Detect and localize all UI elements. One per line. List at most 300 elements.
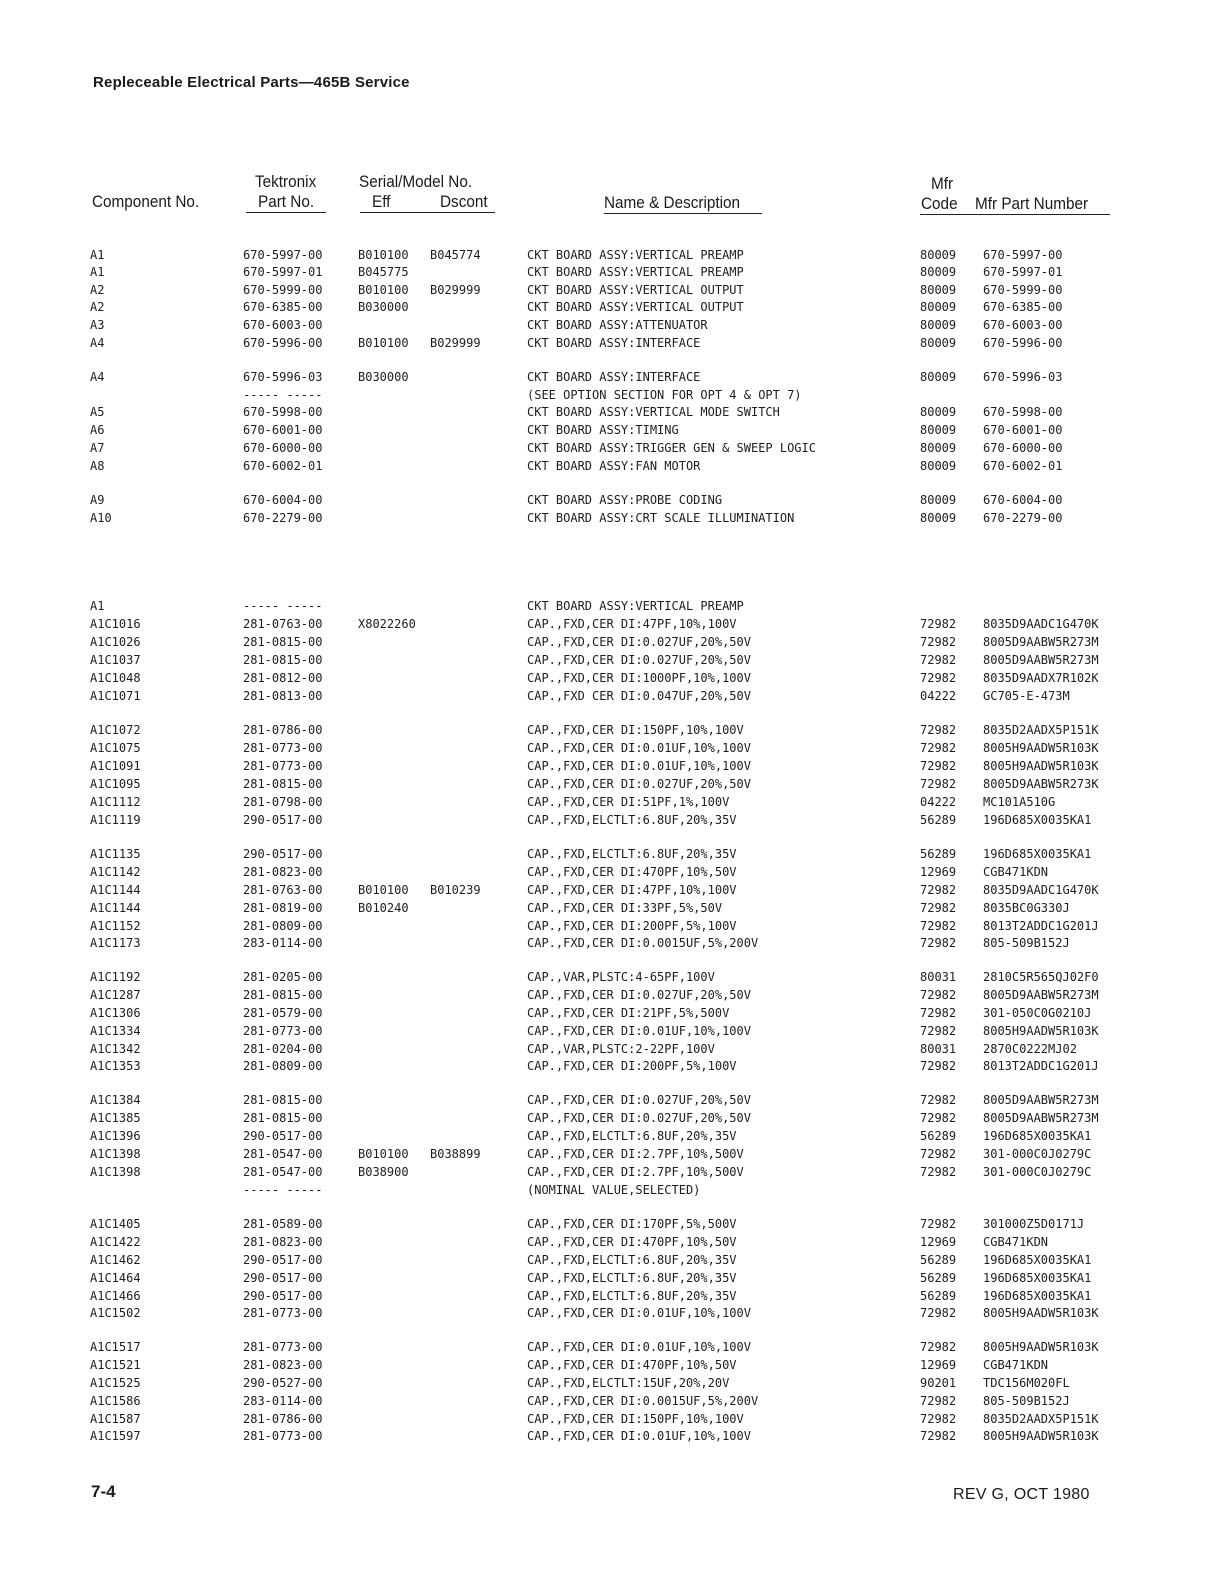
table-row [0,1128,1224,1145]
table-row [0,616,1224,633]
serial-eff: B030000 [358,300,409,314]
part-no: 670-6003-00 [243,318,323,332]
part-no: 670-6002-01 [243,459,323,473]
name-description: (NOMINAL VALUE,SELECTED) [527,1183,701,1197]
mfr-code: 80009 [920,318,957,332]
component-no: A1C1502 [90,1306,141,1320]
table-row [0,670,1224,687]
part-no: 281-0812-00 [243,671,323,685]
mfr-part-number: 8013T2ADDC1G201J [983,1059,1099,1073]
mfr-part-number: GC705-E-473M [983,689,1070,703]
name-description: (SEE OPTION SECTION FOR OPT 4 & OPT 7) [527,388,802,402]
page-number: 7-4 [91,1482,116,1501]
mfr-code: 04222 [920,689,957,703]
mfr-part-number: 805-509B152J [983,1394,1070,1408]
serial-eff: X8022260 [358,617,416,631]
part-no: 670-5999-00 [243,283,323,297]
component-no: A1C1462 [90,1253,141,1267]
name-description: CAP.,FXD,CER DI:2.7PF,10%,500V [527,1147,744,1161]
mfr-part-number: 8035D9AADC1G470K [983,617,1099,631]
mfr-code: 72982 [920,777,957,791]
serial-eff: B010100 [358,248,409,262]
component-no: A5 [90,405,105,419]
component-no: A1C1287 [90,988,141,1002]
mfr-code: 72982 [920,1147,957,1161]
serial-dscont: B045774 [430,248,481,262]
mfr-code: 72982 [920,653,957,667]
table-row [0,1092,1224,1109]
mfr-code: 72982 [920,1059,957,1073]
component-no: A4 [90,370,105,384]
table-row [0,846,1224,863]
mfr-code: 80009 [920,405,957,419]
table-row [0,247,1224,264]
part-no: 281-0815-00 [243,777,323,791]
component-no: A1C1405 [90,1217,141,1231]
component-no: A1C1071 [90,689,141,703]
mfr-code: 80009 [920,459,957,473]
mfr-part-number: 8005D9AABW5R273M [983,635,1099,649]
mfr-part-number: CGB471KDN [983,1358,1049,1372]
part-no: 281-0579-00 [243,1006,323,1020]
mfr-code: 72982 [920,1217,957,1231]
mfr-code: 72982 [920,919,957,933]
mfr-part-number: CGB471KDN [983,1235,1049,1249]
table-row [0,900,1224,917]
part-no: 281-0773-00 [243,1429,323,1443]
table-row [0,1270,1224,1287]
table-row [0,1146,1224,1163]
part-no: 670-2279-00 [243,511,323,525]
mfr-part-number: 670-6004-00 [983,493,1063,507]
serial-eff: B038900 [358,1165,409,1179]
mfr-code: 72982 [920,1111,957,1125]
table-row [0,1182,1224,1199]
mfr-part-number: 670-5996-03 [983,370,1063,384]
name-description: CKT BOARD ASSY:INTERFACE [527,370,701,384]
component-no: A6 [90,423,105,437]
part-no: 281-0773-00 [243,1340,323,1354]
mfr-code: 12969 [920,865,957,879]
mfr-code: 56289 [920,847,957,861]
name-description: CKT BOARD ASSY:PROBE CODING [527,493,723,507]
name-description: CAP.,FXD,CER DI:200PF,5%,100V [527,919,737,933]
mfr-code: 80009 [920,441,957,455]
mfr-part-number: 8005H9AADW5R103K [983,1306,1099,1320]
mfr-part-number: 8035D9AADC1G470K [983,883,1099,897]
mfr-code: 72982 [920,1340,957,1354]
name-description: CAP.,FXD,CER DI:0.027UF,20%,50V [527,653,751,667]
part-no: 670-5997-01 [243,265,323,279]
component-no: A1C1095 [90,777,141,791]
table-row [0,458,1224,475]
component-no: A1C1586 [90,1394,141,1408]
mfr-part-number: 301-000C0J0279C [983,1147,1092,1161]
header-part-no: Part No. [258,192,315,211]
revision-date: REV G, OCT 1980 [953,1486,1090,1503]
serial-eff: B045775 [358,265,409,279]
part-no: 670-5997-00 [243,248,323,262]
part-no: 670-6000-00 [243,441,323,455]
mfr-code: 80009 [920,493,957,507]
table-row [0,969,1224,986]
table-row [0,864,1224,881]
part-no: 670-6385-00 [243,300,323,314]
mfr-code: 56289 [920,1271,957,1285]
mfr-part-number: 670-6002-01 [983,459,1063,473]
part-no: 281-0547-00 [243,1165,323,1179]
mfr-part-number: 301-000C0J0279C [983,1165,1092,1179]
mfr-part-number: 670-6001-00 [983,423,1063,437]
name-description: CAP.,FXD,CER DI:470PF,10%,50V [527,865,737,879]
component-no: A1C1398 [90,1165,141,1179]
mfr-part-number: 301-050C0G0210J [983,1006,1092,1020]
component-no: A1C1026 [90,635,141,649]
name-description: CAP.,FXD,CER DI:0.01UF,10%,100V [527,1306,751,1320]
component-no: A1C1342 [90,1042,141,1056]
name-description: CAP.,FXD,CER DI:0.01UF,10%,100V [527,741,751,755]
mfr-part-number: 8005D9AABW5R273M [983,1111,1099,1125]
mfr-part-number: 8035D2AADX5P151K [983,1412,1099,1426]
mfr-part-number: MC101A510G [983,795,1056,809]
mfr-part-number: 670-5996-00 [983,336,1063,350]
mfr-code: 72982 [920,1394,957,1408]
mfr-part-number: 8005H9AADW5R103K [983,1340,1099,1354]
name-description: CAP.,VAR,PLSTC:2-22PF,100V [527,1042,715,1056]
part-no: 283-0114-00 [243,936,323,950]
mfr-code: 80031 [920,1042,957,1056]
mfr-part-number: 8035D9AADX7R102K [983,671,1099,685]
component-no: A1C1464 [90,1271,141,1285]
part-no: 290-0517-00 [243,813,323,827]
table-row [0,1393,1224,1410]
part-no: 281-0823-00 [243,1235,323,1249]
table-row [0,1216,1224,1233]
component-no: A1C1075 [90,741,141,755]
name-description: CKT BOARD ASSY:VERTICAL PREAMP [527,599,744,613]
mfr-part-number: 670-6003-00 [983,318,1063,332]
table-row [0,422,1224,439]
mfr-code: 80009 [920,423,957,437]
name-description: CAP.,FXD,CER DI:1000PF,10%,100V [527,671,751,685]
component-no: A1C1353 [90,1059,141,1073]
table-row [0,264,1224,281]
component-no: A1C1422 [90,1235,141,1249]
table-row [0,776,1224,793]
component-no: A1 [90,248,105,262]
component-no: A1C1396 [90,1129,141,1143]
name-description: CAP.,FXD CER DI:0.047UF,20%,50V [527,689,751,703]
name-description: CAP.,FXD,CER DI:470PF,10%,50V [527,1358,737,1372]
mfr-part-number: 805-509B152J [983,936,1070,950]
component-no: A1C1398 [90,1147,141,1161]
table-row [0,440,1224,457]
name-description: CAP.,FXD,CER DI:0.0015UF,5%,200V [527,1394,759,1408]
table-row [0,1411,1224,1428]
mfr-code: 80009 [920,336,957,350]
table-row [0,369,1224,386]
component-no: A1C1048 [90,671,141,685]
table-row [0,510,1224,527]
part-no: ----- ----- [243,388,323,402]
table-row [0,1305,1224,1322]
mfr-code: 72982 [920,1024,957,1038]
mfr-part-number: 670-5997-00 [983,248,1063,262]
part-no: 290-0517-00 [243,1129,323,1143]
header-tektronix: Tektronix [255,172,317,191]
mfr-code: 80009 [920,283,957,297]
mfr-code: 72982 [920,988,957,1002]
component-no: A1C1135 [90,847,141,861]
part-no: 281-0815-00 [243,988,323,1002]
name-description: CAP.,FXD,CER DI:0.01UF,10%,100V [527,1024,751,1038]
name-description: CKT BOARD ASSY:FAN MOTOR [527,459,701,473]
component-no: A2 [90,300,105,314]
component-no: A1C1037 [90,653,141,667]
table-row [0,282,1224,299]
mfr-code: 72982 [920,1429,957,1443]
mfr-part-number: 8005H9AADW5R103K [983,1429,1099,1443]
mfr-part-number: 196D685X0035KA1 [983,1271,1092,1285]
mfr-part-number: 2870C0222MJ02 [983,1042,1077,1056]
name-description: CAP.,FXD,CER DI:47PF,10%,100V [527,617,737,631]
part-no: 281-0786-00 [243,1412,323,1426]
part-no: 281-0823-00 [243,1358,323,1372]
mfr-part-number: 196D685X0035KA1 [983,847,1092,861]
component-no: A1C1525 [90,1376,141,1390]
component-no: A1C1306 [90,1006,141,1020]
part-no: 281-0809-00 [243,919,323,933]
serial-eff: B010100 [358,336,409,350]
name-description: CAP.,FXD,CER DI:0.01UF,10%,100V [527,1429,751,1443]
name-description: CAP.,VAR,PLSTC:4-65PF,100V [527,970,715,984]
component-no: A1C1119 [90,813,141,827]
part-no: 281-0763-00 [243,883,323,897]
serial-eff: B030000 [358,370,409,384]
part-no: 281-0773-00 [243,1024,323,1038]
table-row [0,1058,1224,1075]
component-no: A3 [90,318,105,332]
part-no: 290-0517-00 [243,1253,323,1267]
table-row [0,740,1224,757]
mfr-code: 80009 [920,511,957,525]
name-description: CAP.,FXD,CER DI:0.01UF,10%,100V [527,759,751,773]
name-description: CAP.,FXD,CER DI:33PF,5%,50V [527,901,723,915]
part-no: 283-0114-00 [243,1394,323,1408]
name-description: CAP.,FXD,CER DI:0.027UF,20%,50V [527,635,751,649]
name-description: CAP.,FXD,ELCTLT:6.8UF,20%,35V [527,1289,737,1303]
mfr-code: 72982 [920,1006,957,1020]
table-row [0,882,1224,899]
table-row [0,935,1224,952]
part-no: 281-0773-00 [243,1306,323,1320]
part-no: 670-5996-00 [243,336,323,350]
mfr-code: 80009 [920,265,957,279]
name-description: CAP.,FXD,CER DI:51PF,1%,100V [527,795,730,809]
mfr-code: 56289 [920,813,957,827]
component-no: A1C1091 [90,759,141,773]
mfr-part-number: 8005D9AABW5R273K [983,777,1099,791]
component-no: A1 [90,599,105,613]
name-description: CKT BOARD ASSY:TIMING [527,423,679,437]
part-no: 670-5998-00 [243,405,323,419]
header-mfr: Mfr [931,174,954,193]
name-description: CAP.,FXD,CER DI:0.027UF,20%,50V [527,1093,751,1107]
mfr-code: 56289 [920,1253,957,1267]
table-row [0,1357,1224,1374]
mfr-code: 56289 [920,1289,957,1303]
component-no: A1C1072 [90,723,141,737]
serial-eff: B010240 [358,901,409,915]
mfr-code: 72982 [920,1093,957,1107]
name-description: CAP.,FXD,CER DI:0.027UF,20%,50V [527,1111,751,1125]
table-row [0,1339,1224,1356]
component-no: A1C1173 [90,936,141,950]
component-no: A1C1192 [90,970,141,984]
name-description: CKT BOARD ASSY:INTERFACE [527,336,701,350]
part-no: 281-0773-00 [243,759,323,773]
table-row [0,317,1224,334]
table-row [0,652,1224,669]
part-no: 281-0813-00 [243,689,323,703]
name-description: CAP.,FXD,CER DI:0.027UF,20%,50V [527,777,751,791]
header-component-no: Component No. [92,192,200,211]
component-no: A1C1587 [90,1412,141,1426]
part-no: 281-0786-00 [243,723,323,737]
component-no: A1C1517 [90,1340,141,1354]
mfr-part-number: 8005D9AABW5R273M [983,988,1099,1002]
component-no: A1C1016 [90,617,141,631]
name-description: CKT BOARD ASSY:CRT SCALE ILLUMINATION [527,511,795,525]
table-row [0,598,1224,615]
name-description: CAP.,FXD,CER DI:0.027UF,20%,50V [527,988,751,1002]
serial-dscont: B029999 [430,336,481,350]
mfr-code: 72982 [920,1165,957,1179]
name-description: CKT BOARD ASSY:TRIGGER GEN & SWEEP LOGIC [527,441,816,455]
part-no: 281-0547-00 [243,1147,323,1161]
part-no: 290-0527-00 [243,1376,323,1390]
mfr-part-number: 670-6385-00 [983,300,1063,314]
table-row [0,1234,1224,1251]
mfr-part-number: 196D685X0035KA1 [983,1289,1092,1303]
part-no: 281-0204-00 [243,1042,323,1056]
mfr-code: 72982 [920,1306,957,1320]
mfr-part-number: 8035BC0G330J [983,901,1070,915]
mfr-part-number: 8005D9AABW5R273M [983,653,1099,667]
mfr-code: 72982 [920,936,957,950]
part-no: ----- ----- [243,599,323,613]
mfr-part-number: 8035D2AADX5P151K [983,723,1099,737]
serial-eff: B010100 [358,1147,409,1161]
table-row [0,1164,1224,1181]
header-dscont: Dscont [440,192,488,211]
name-description: CAP.,FXD,CER DI:0.0015UF,5%,200V [527,936,759,950]
table-row [0,1023,1224,1040]
part-no: 290-0517-00 [243,1271,323,1285]
name-description: CAP.,FXD,ELCTLT:15UF,20%,20V [527,1376,730,1390]
name-description: CKT BOARD ASSY:VERTICAL OUTPUT [527,283,744,297]
table-row [0,1252,1224,1269]
mfr-code: 12969 [920,1235,957,1249]
part-no: 290-0517-00 [243,847,323,861]
component-no: A1C1597 [90,1429,141,1443]
header-eff: Eff [372,192,391,211]
table-row [0,1041,1224,1058]
mfr-code: 72982 [920,723,957,737]
component-no: A1C1334 [90,1024,141,1038]
header-name-description: Name & Description [604,193,741,212]
part-no: ----- ----- [243,1183,323,1197]
part-no: 281-0815-00 [243,1093,323,1107]
header-code: Code [921,194,958,213]
part-no: 670-6004-00 [243,493,323,507]
name-description: CAP.,FXD,CER DI:470PF,10%,50V [527,1235,737,1249]
table-row [0,492,1224,509]
mfr-part-number: 670-6000-00 [983,441,1063,455]
part-no: 281-0763-00 [243,617,323,631]
mfr-code: 72982 [920,1412,957,1426]
mfr-part-number: 670-2279-00 [983,511,1063,525]
mfr-part-number: 8005H9AADW5R103K [983,1024,1099,1038]
name-description: CAP.,FXD,ELCTLT:6.8UF,20%,35V [527,813,737,827]
mfr-part-number: 8005D9AABW5R273M [983,1093,1099,1107]
name-description: CAP.,FXD,CER DI:47PF,10%,100V [527,883,737,897]
name-description: CAP.,FXD,CER DI:150PF,10%,100V [527,723,744,737]
part-no: 281-0589-00 [243,1217,323,1231]
mfr-code: 72982 [920,883,957,897]
table-row [0,688,1224,705]
mfr-code: 80009 [920,370,957,384]
name-description: CAP.,FXD,CER DI:170PF,5%,500V [527,1217,737,1231]
part-no: 670-6001-00 [243,423,323,437]
component-no: A2 [90,283,105,297]
component-no: A1C1144 [90,901,141,915]
part-no: 281-0815-00 [243,635,323,649]
mfr-code: 80031 [920,970,957,984]
part-no: 281-0823-00 [243,865,323,879]
name-description: CKT BOARD ASSY:VERTICAL PREAMP [527,248,744,262]
mfr-part-number: 8005H9AADW5R103K [983,741,1099,755]
part-no: 281-0815-00 [243,1111,323,1125]
mfr-part-number: 670-5997-01 [983,265,1063,279]
table-row [0,987,1224,1004]
serial-dscont: B010239 [430,883,481,897]
name-description: CKT BOARD ASSY:ATTENUATOR [527,318,708,332]
name-description: CAP.,FXD,CER DI:2.7PF,10%,500V [527,1165,744,1179]
mfr-part-number: 196D685X0035KA1 [983,813,1092,827]
table-row [0,404,1224,421]
component-no: A7 [90,441,105,455]
table-row [0,634,1224,651]
mfr-code: 80009 [920,300,957,314]
table-row [0,1428,1224,1445]
mfr-part-number: 670-5998-00 [983,405,1063,419]
serial-dscont: B029999 [430,283,481,297]
mfr-code: 72982 [920,635,957,649]
mfr-code: 72982 [920,759,957,773]
mfr-code: 04222 [920,795,957,809]
component-no: A1 [90,265,105,279]
mfr-part-number: 8013T2ADDC1G201J [983,919,1099,933]
name-description: CKT BOARD ASSY:VERTICAL MODE SWITCH [527,405,780,419]
table-row [0,1375,1224,1392]
mfr-code: 90201 [920,1376,957,1390]
name-description: CAP.,FXD,CER DI:21PF,5%,500V [527,1006,730,1020]
mfr-part-number: 670-5999-00 [983,283,1063,297]
table-row [0,722,1224,739]
table-row [0,1288,1224,1305]
name-description: CAP.,FXD,ELCTLT:6.8UF,20%,35V [527,1271,737,1285]
